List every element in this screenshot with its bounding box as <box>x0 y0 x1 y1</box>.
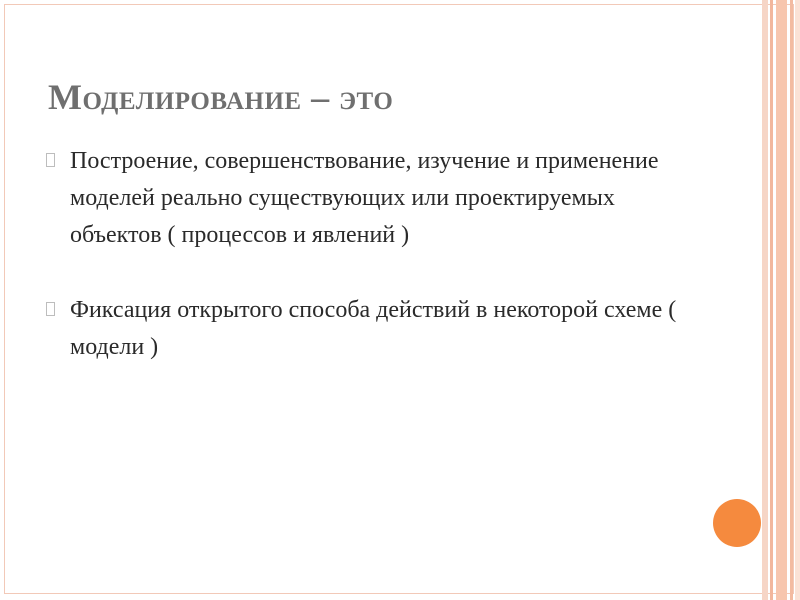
bullet-marker-icon <box>46 153 55 167</box>
decorative-stripe <box>762 0 768 600</box>
bullet-item <box>46 143 706 254</box>
bullet-list <box>46 143 706 366</box>
slide-title: Моделирование – это <box>48 77 394 117</box>
accent-circle <box>713 499 761 547</box>
decorative-stripe <box>776 0 787 600</box>
decorative-stripe <box>790 0 793 600</box>
bullet-text: Фиксация открытого способа действий в некоторой схеме ( модели ) <box>70 297 677 360</box>
bullet-item <box>46 292 706 366</box>
decorative-stripe <box>770 0 773 600</box>
bullet-text: Построение, совершенствование, изучение и применение моделей реально существующих или проектируемых объектов ( процессов и явлений ) <box>70 148 659 248</box>
bullet-marker-icon <box>46 302 55 316</box>
decorative-stripe <box>795 0 800 600</box>
